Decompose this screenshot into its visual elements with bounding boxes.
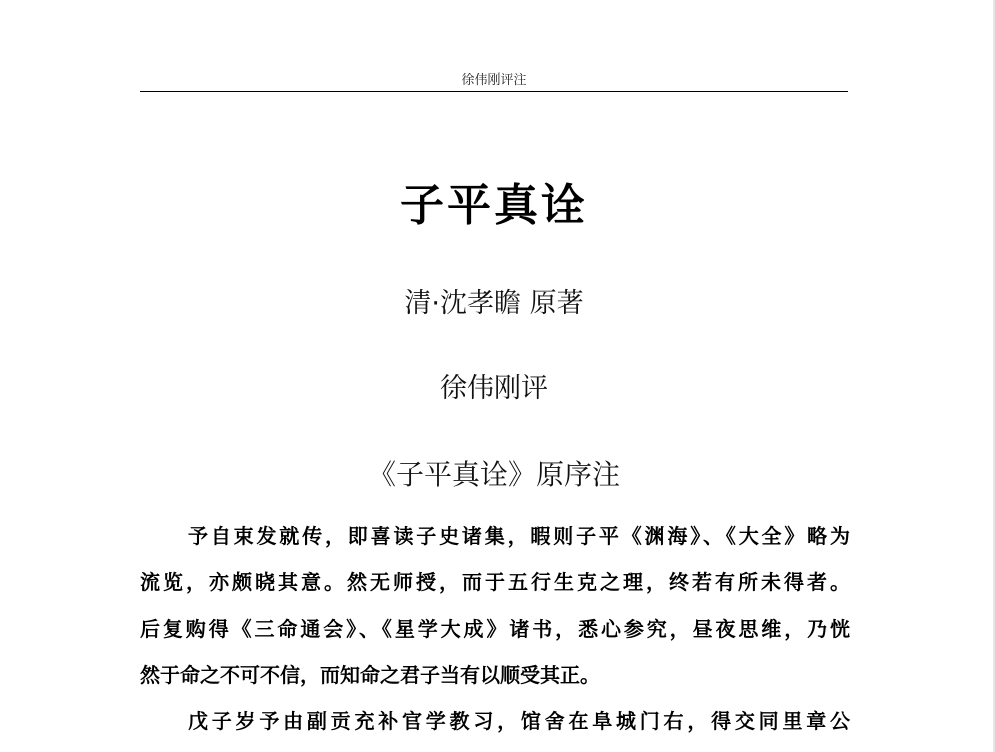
body-text-line: 然于命之不可不信，而知命之君子当有以顺受其正。 bbox=[140, 663, 600, 687]
author-line: 清·沈孝瞻 原著 bbox=[404, 288, 584, 319]
book-title: 子平真诠 bbox=[400, 180, 588, 231]
running-header: 徐伟刚评注 bbox=[461, 73, 527, 88]
header-rule bbox=[140, 91, 848, 92]
body-text-line: 流览，亦颇晓其意。然无师授，而于五行生克之理，终若有所未得者。 bbox=[140, 570, 850, 594]
body-text-line: 予自束发就传，即喜读子史诸集，暇则子平《渊海》、《大全》略为 bbox=[188, 524, 850, 548]
commentator-line: 徐伟刚评 bbox=[440, 373, 548, 404]
section-title: 《子平真诠》原序注 bbox=[367, 458, 620, 491]
body-text-line: 戊子岁予由副贡充补官学教习，馆舍在阜城门右，得交同里章公 bbox=[188, 709, 850, 733]
body-text-line: 后复购得《三命通会》、《星学大成》诸书，悉心参究，昼夜思维，乃恍 bbox=[140, 617, 850, 641]
